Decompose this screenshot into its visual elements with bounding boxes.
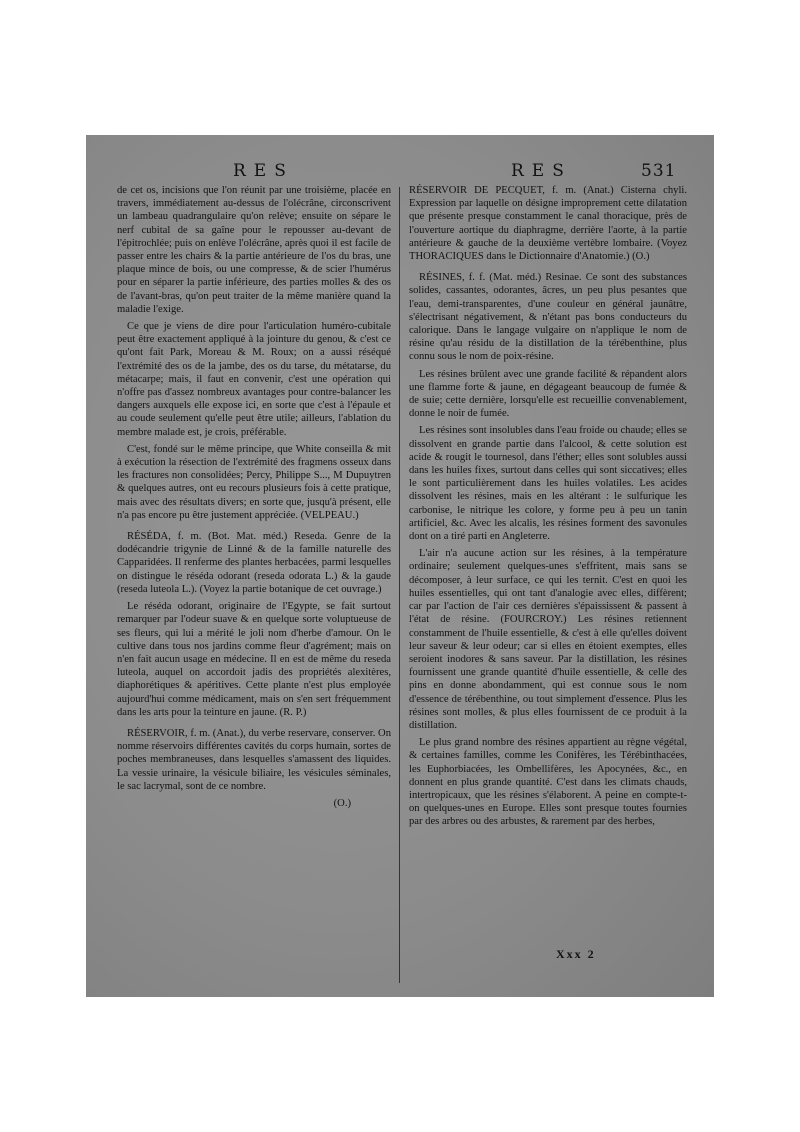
paragraph: Les résines sont insolubles dans l'eau froide ou chaude; elles se dissolvent en grande partie dans l'alcool, & cette solution est acide & rougit le tournesol, dans l'éther; elles sont solubles aussi dans les huiles fixes, surtout dans celles qui sont siccatives; elles le sont particulièrement dans les huiles volatiles. Les acides dissolvent les résines, mais en les altérant : le sulfurique les carbonise, le nitrique les colore, y forme peu à peu un tanin artificiel, &c. Avec les alcalis, les résines forment des savonules dont on a tiré parti en Angleterre. — [409, 425, 687, 543]
paragraph: Le réséda odorant, originaire de l'Egypte, se fait surtout remarquer par l'odeur suave & en quelque sorte voluptueuse de ses fleurs, qui lui a mérité le joli nom d'herbe d'amour. On le cultive dans tous nos jardins comme fleur d'agrément; mais on n'en fait aucun usage en médecine. Il en est de même du reseda luteola, auquel on accordoit jadis des propriétés alexitères, diaphorétiques & apéritives. Cette plante n'est plus employée aujourd'hui comme médicament, mais on s'en sert fréquemment dans les arts pour la teinture en jaune. (R. P.) — [117, 601, 391, 718]
right-column — [409, 184, 687, 833]
paragraph: C'est, fondé sur le même principe, que White conseilla & mit à exécution la résection de l'extrémité des fragmens osseux dans les fractures non consolidées; Percy, Philippe S..., M Dupuytren & quelques autres, ont eu recours plusieurs fois à cette pratique, mais avec des résultats divers; en sorte que, jusqu'à présent, elle n'a pas encore pu être justement appréciée. (VELPEAU.) — [117, 443, 391, 521]
entry-reseda: RÉSÉDA, f. m. (Bot. Mat. méd.) Reseda. Genre de la dodécandrie trigynie de Linné & de la famille naturelle des Capparidées. Il renferme des plantes herbacées, parmi lesquelles on distingue le réséda odorant (reseda odorata L.) & la gaude (reseda luteola L.). (Voyez la partie botanique de cet ouvrage.) — [117, 531, 391, 595]
signature-mark: Xxx 2 — [556, 947, 596, 961]
entry-signature: (O.) — [333, 797, 351, 809]
entry-resines: RÉSINES, f. f. (Mat. méd.) Resinae. Ce sont des substances solides, cassantes, odorantes, âcres, un peu plus pesantes que l'eau, demi-transparentes, d'une couleur en général jaunâtre, s'électrisant négativement, & n'étant pas bons conducteurs du calorique. Dans le langage vulgaire on n'applique le nom de résine qu'au résidu de la distillation de la térébenthine, plus connu sous le nom de poix-résine. — [409, 272, 687, 363]
paragraph: de cet os, incisions que l'on réunit par une troisième, placée en travers, immédiatement au-dessus de l'olécrâne, circonscrivent un lambeau quadrangulaire qu'on relève; ensuite on sépare le nerf cubital de sa gaîne pour le repousser au-devant de l'épitrochlée; puis on enlève l'olécrâne, après quoi il est facile de passer entre les chairs & la partie antérieure de l'os du bras, une plaque mince de bois, ou une compresse, & de scier l'humérus pour en séparer la partie inférieure, des parties molles & des os de l'avant-bras, qu'on peut traiter de la même manière quand la maladie l'exige. — [117, 185, 391, 315]
running-head — [86, 161, 714, 185]
column-rule — [399, 187, 400, 983]
paragraph: Le plus grand nombre des résines appartient au règne végétal, & certaines familles, comme les Conifères, les Térébinthacées, les Euphorbiacées, les Ombellifères, les Apocynées, &c., en donnent en plus grande quantité. C'est dans les climats chauds, intertropicaux, que les résines s'élaborent. A peine en compte-t-on quelques-unes en Europe. Elles sont presque toutes fournies par des arbres ou des arbustes, & rarement par des herbes, — [409, 737, 687, 828]
paragraph: L'air n'a aucune action sur les résines, à la température ordinaire; seulement quelques-unes s'effritent, mais sans se décomposer, à leur surface, ce qui les ternit. C'est en quoi les huiles essentielles, qui ont tant d'analogie avec elles, diffèrent; car par l'action de l'air ces dernières s'épaississent & passent à l'état de résine. (FOURCROY.) Les résines retiennent constamment de l'huile essentielle, & c'est à elle qu'elles doivent leur saveur & leur odeur; car si elles en étoient exemptes, elles seroient inodores & sans saveur. Par la distillation, les résines fournissent une grande quantité d'huile essentielle, & celle des pins en donne abondamment, qui est connue sous le nom d'essence de térébenthine, ou tout simplement d'essence. Plus les résines sont molles, & plus elles fournissent de ce produit à la distillation. — [409, 548, 687, 731]
paragraph: Ce que je viens de dire pour l'articulation huméro-cubitale peut être exactement appliqué à la jointure du genou, & c'est ce qu'ont fait Park, Moreau & M. Roux; on a aussi réséqué l'extrémité des os de la jambe, des os du tarse, du métatarse, du métacarpe; mais, il faut en convenir, c'est une opération qui n'offre pas d'assez nombreux avantages pour contre-balancer les dangers auxquels elle expose ici, en sorte que c'est à l'épaule et au coude seulement qu'elle peut être utile; ailleurs, l'ablation du membre malade est, je crois, préférable. — [117, 321, 391, 438]
entry-reservoir-pecquet: RÉSERVOIR DE PECQUET, f. m. (Anat.) Cisterna chyli. Expression par laquelle on désigne improprement cette dilatation que présente presque constamment le canal thoracique, près de l'ouverture aortique du diaphragme, derrière l'aorte, à la partie antérieure & gauche de la deuxième vertèbre lombaire. (Voyez THORACIQUES dans le Dictionnaire d'Anatomie.) (O.) — [409, 185, 687, 263]
page-number: 531 — [641, 161, 677, 181]
scanned-page — [86, 135, 714, 997]
paragraph: Les résines brûlent avec une grande facilité & répandent alors une flamme forte & jaune, en dégageant beaucoup de fumée & de suie; cette dernière, lorsqu'elle est recueillie convenablement, donne le noir de fumée. — [409, 368, 687, 420]
left-column — [117, 184, 391, 814]
running-head-right: RES — [511, 161, 572, 181]
entry-reservoir: RÉSERVOIR, f. m. (Anat.), du verbe reservare, conserver. On nomme réservoirs différentes cavités du corps humain, sortes de poches membraneuses, dans lesquelles s'amassent des liquides. La vessie urinaire, la vésicule biliaire, les vésicules séminales, le sac lacrymal, sont de ce nombre. — [117, 727, 391, 792]
running-head-left: RES — [233, 161, 294, 181]
